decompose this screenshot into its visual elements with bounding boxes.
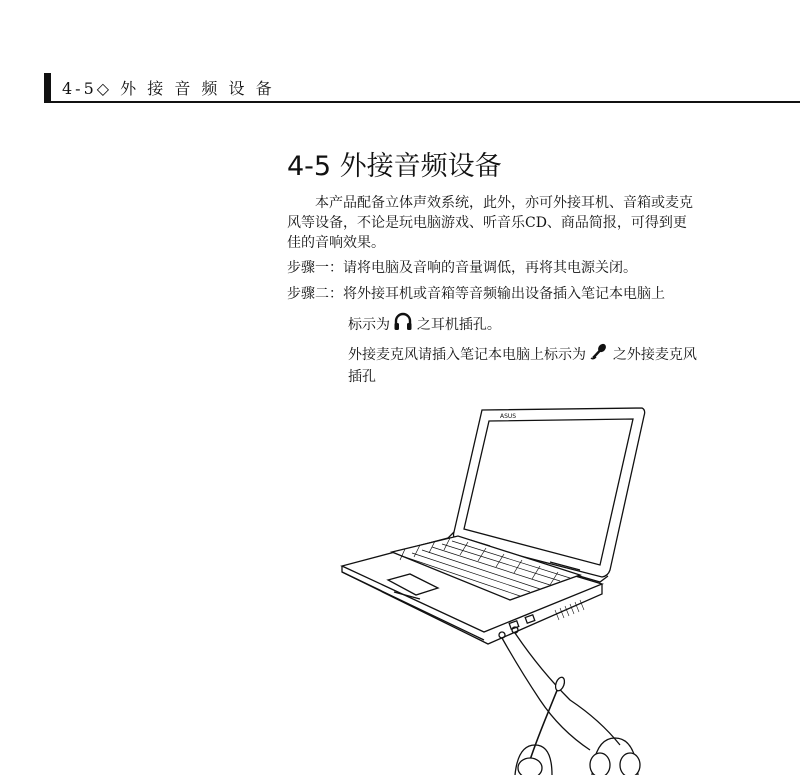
brand-logo: ASUS	[500, 413, 517, 420]
step-two-headphone-prefix: 标示为	[348, 317, 390, 333]
step-two: 步骤二：将外接耳机或音箱等音频输出设备插入笔记本电脑上	[287, 286, 665, 302]
step-two-microphone	[348, 343, 698, 387]
step-two-mic-prefix: 外接麦克风请插入笔记本电脑上标示为	[348, 347, 586, 363]
step-two-mic-suffix: 之外接麦克风插孔	[348, 347, 697, 385]
header-marker	[44, 73, 51, 101]
intro-paragraph: 本产品配备立体声效系统，此外，亦可外接耳机、音箱或麦克风等设备，不论是玩电脑游戏、听音乐CD、商品简报，可得到更佳的音响效果。	[287, 195, 693, 251]
section-header: 4-5◇ 外 接 音 频 设 备	[62, 79, 275, 98]
microphone-icon	[590, 343, 608, 367]
step-two-headphone	[348, 312, 698, 338]
step-one: 步骤一：请将电脑及音响的音量调低，再将其电源关闭。	[287, 260, 637, 276]
headphone-icon	[394, 312, 412, 338]
laptop-illustration	[330, 400, 670, 775]
step-two-headphone-suffix: 之耳机插孔。	[416, 317, 501, 333]
header-rule	[44, 101, 800, 103]
page-title: 4-5 外接音频设备	[287, 151, 502, 182]
